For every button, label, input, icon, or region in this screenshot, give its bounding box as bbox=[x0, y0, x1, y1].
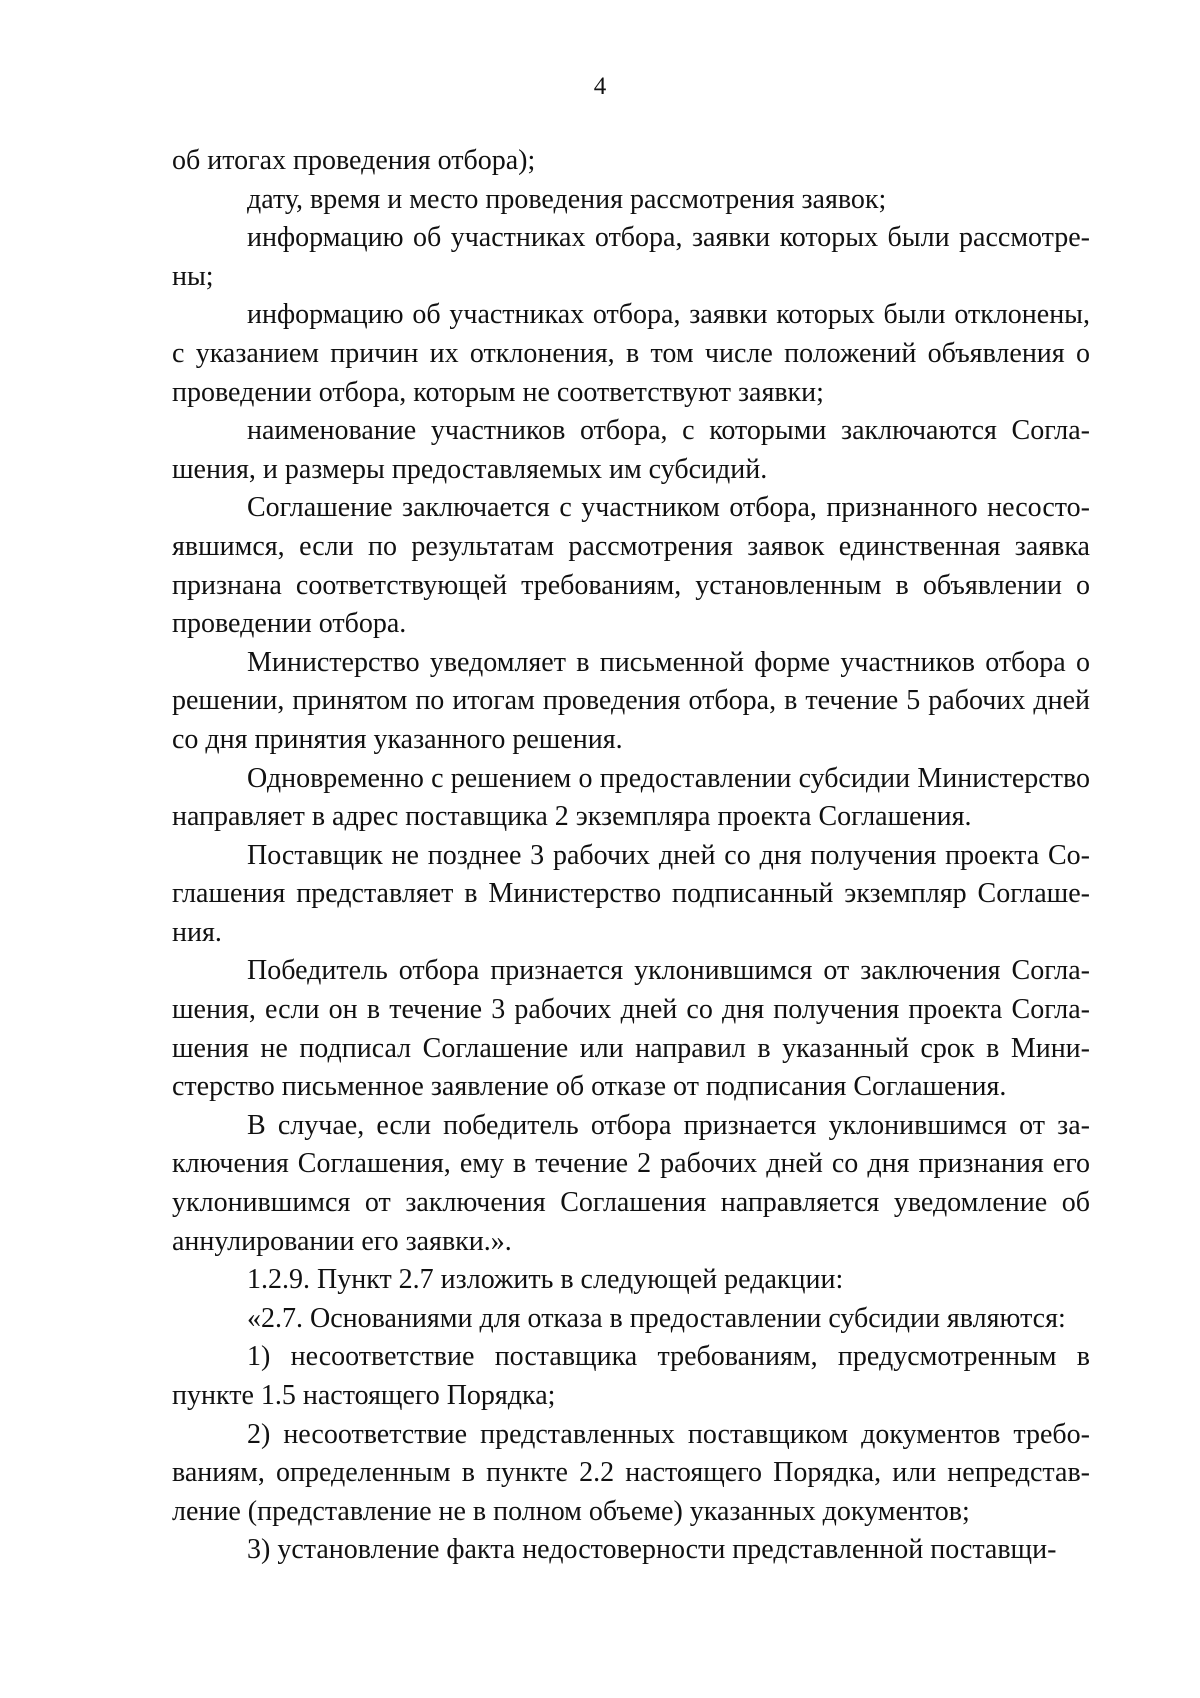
paragraph: наименование участников отбора, с которыми заключаются Соглашения, и размеры предоставляемых им субсидий. bbox=[172, 415, 1090, 485]
document-body bbox=[172, 142, 1090, 1570]
paragraph: 2) несоответствие представленных поставщиком документов требованиям, определенным в пункте 2.2 настоящего Порядка, или непредставление (представление не в полном объеме) указанных документов; bbox=[172, 1418, 1090, 1527]
paragraph: Соглашение заключается с участником отбора, признанного несостоявшимся, если по результатам рассмотрения заявок единственная заявка признана соответствующей требованиям, установленным в объявлении о проведении отбора. bbox=[172, 492, 1090, 640]
paragraph: «2.7. Основаниями для отказа в предоставлении субсидии являются: bbox=[247, 1302, 1066, 1334]
paragraph: 1) несоответствие поставщика требованиям, предусмотренным в пункте 1.5 настоящего Порядка; bbox=[172, 1341, 1090, 1411]
page-number: 4 bbox=[593, 73, 607, 100]
paragraph: об итогах проведения отбора); bbox=[172, 145, 536, 176]
paragraph: 3) установление факта недостоверности представленной поставщи- bbox=[247, 1534, 1057, 1566]
paragraph: информацию об участниках отбора, заявки которых были отклонены, с указанием причин их отклонения, в том числе положений объявления о проведении отбора, которым не соответствуют заявки; bbox=[172, 299, 1090, 408]
paragraph: В случае, если победитель отбора признается уклонившимся от заключения Соглашения, ему в течение 2 рабочих дней со дня признания его уклонившимся от заключения Соглашения направляется уведомление об аннулировании его заявки.». bbox=[172, 1109, 1090, 1257]
paragraph: Министерство уведомляет в письменной форме участников отбора о решении, принятом по итогам проведения отбора, в течение 5 рабочих дней со дня принятия указанного решения. bbox=[172, 646, 1090, 755]
paragraph: Поставщик не позднее 3 рабочих дней со дня получения проекта Соглашения представляет в Министерство подписанный экземпляр Соглашения. bbox=[172, 839, 1090, 948]
paragraph: дату, время и место проведения рассмотрения заявок; bbox=[247, 183, 887, 215]
paragraph: информацию об участниках отбора, заявки которых были рассмотрены; bbox=[172, 222, 1090, 292]
paragraph: Одновременно с решением о предоставлении субсидии Министерство направляет в адрес поставщика 2 экземпляра проекта Соглашения. bbox=[172, 762, 1090, 833]
paragraph: 1.2.9. Пункт 2.7 изложить в следующей редакции: bbox=[247, 1264, 844, 1296]
paragraph: Победитель отбора признается уклонившимся от заключения Соглашения, если он в течение 3 рабочих дней со дня получения проекта Соглашения не подписал Соглашение или направил в указанный срок в Министерство письменное заявление об отказе от подписания Соглашения. bbox=[172, 955, 1090, 1103]
